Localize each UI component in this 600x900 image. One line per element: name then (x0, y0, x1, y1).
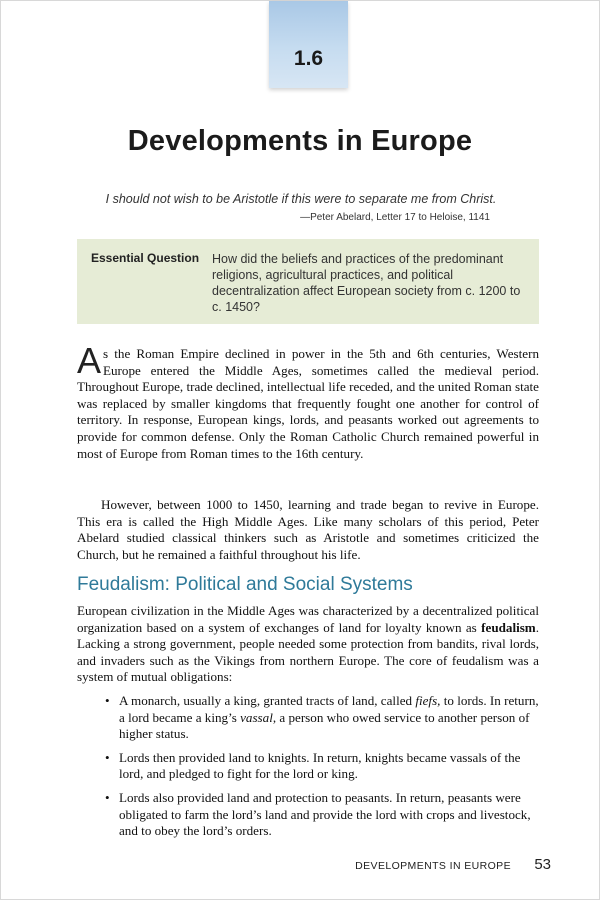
list-item (105, 693, 539, 743)
list-item: • Lords also provided land and protection to peasants. In return, peasants were obligated to farm the lord’s land and provide the lord with crops and livestock, and to obey the lord’s orders. (105, 790, 539, 840)
bullet1-text-b: to lords. In return, a lord became a king’s (119, 693, 539, 725)
chapter-title: Developments in Europe (127, 125, 473, 157)
intro-paragraph-1 (77, 340, 539, 462)
epigraph-quote: I should not wish to be Aristotle if this were to separate me from Christ. (105, 192, 497, 206)
section-tab (269, 1, 348, 88)
essential-question-box (77, 239, 539, 324)
running-footer: DEVELOPMENTS IN EUROPE (355, 860, 511, 872)
section-number: 1.6 (293, 47, 324, 70)
feudalism-paragraph (77, 603, 539, 686)
feudalism-text-before: European civilization in the Middle Ages was characterized by a decentralized political organization based on a system of exchanges of land for loyalty known as (77, 603, 539, 635)
list-item: • Lords then provided land to knights. In return, knights became vassals of the lord, and pledged to fight for the lord or king. (105, 750, 539, 783)
bullet1-text-c: , a person who owed service to another person of higher status. (119, 709, 530, 742)
feudalism-term: feudalism (481, 619, 536, 635)
section-heading: Feudalism: Political and Social Systems (77, 574, 413, 595)
page-number: 53 (534, 856, 551, 873)
intro-paragraph-1-text: s the Roman Empire declined in power in the 5th and 6th centuries, Western Europe entered the Middle Ages, sometimes called the medieval period. Throughout Europe, trade declined, intellectual life receded, and the united Roman state was replaced by smaller kingdoms that frequently fought one another for control of territory. In response, European kings, lords, and peasants worked out agreements to provide for common defense. Only the Roman Catholic Church remained powerful in most of Europe from Roman times to the 16th century. (77, 346, 539, 461)
bullet1-text-a: A monarch, usually a king, granted tracts of land, called (119, 693, 413, 708)
epigraph-attribution: —Peter Abelard, Letter 17 to Heloise, 1141 (300, 212, 490, 223)
drop-cap: A (77, 340, 102, 381)
fiefs-term: fiefs, (415, 693, 441, 708)
intro-paragraph-2: However, between 1000 to 1450, learning and trade began to revive in Europe. This era is called the High Middle Ages. Like many scholars of this period, Peter Abelard studied classical thinkers such as Aristotle and sometimes criticized the Church, but he remained a faithful throughout his life. (77, 497, 539, 562)
essential-question-label: Essential Question (91, 251, 200, 265)
essential-question-text: How did the beliefs and practices of the predominant religions, agricultural practices, and political decentralization affect European society from c. 1200 to c. 1450? (212, 252, 521, 314)
obligations-list (105, 693, 539, 847)
vassal-term: vassal (240, 709, 273, 725)
feudalism-text-after: . Lacking a strong government, people needed some protection from bandits, rival lords, and invaders such as the Vikings from northern Europe. The core of feudalism was a system of mutual obligations: (77, 619, 539, 685)
